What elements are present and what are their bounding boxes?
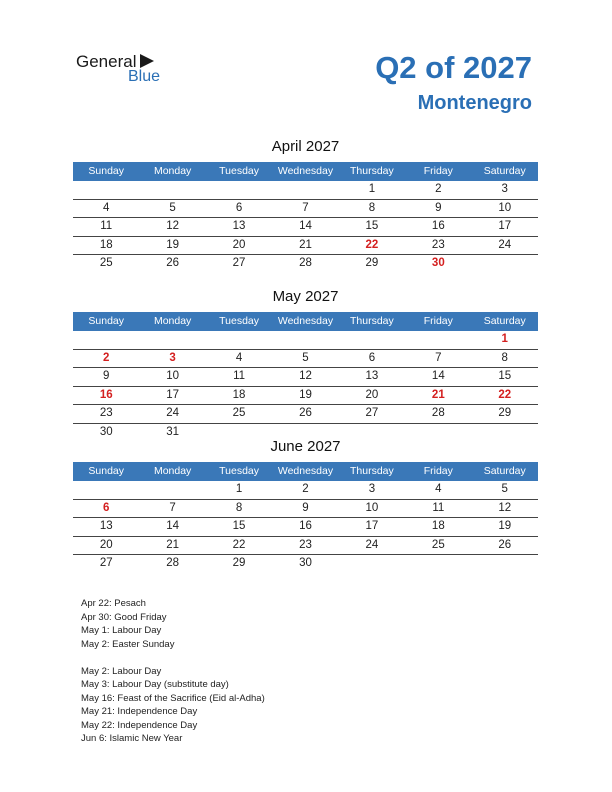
day-cell: 26	[498, 538, 512, 551]
weekday-label: Saturday	[483, 465, 526, 477]
day-cell: 26	[166, 257, 180, 269]
week-row	[73, 331, 538, 350]
day-cell: 4	[103, 201, 110, 214]
weekday-header	[73, 162, 538, 181]
logo-text-blue: Blue	[128, 68, 161, 85]
day-cell: 15	[365, 220, 379, 232]
day-cell: 5	[169, 201, 176, 214]
day-cell: 14	[166, 520, 180, 532]
day-cell: 8	[501, 351, 508, 364]
day-cell: 6	[103, 501, 110, 514]
day-cell: 24	[365, 538, 379, 551]
day-cell: 17	[498, 220, 512, 232]
day-cell: 24	[498, 238, 512, 251]
week-row	[73, 200, 538, 219]
day-cell: 6	[235, 201, 243, 214]
weekday-label: Monday	[153, 315, 192, 327]
month-title: May 2027	[272, 288, 339, 305]
week-row	[73, 537, 538, 556]
day-cell: 23	[299, 538, 312, 551]
holiday-entry: May 1: Labour Day	[81, 625, 162, 636]
day-cell: 24	[166, 407, 180, 419]
day-cell: 30	[431, 257, 445, 269]
empty-day-cell	[272, 181, 338, 199]
day-cell: 13	[232, 220, 246, 232]
weekday-header	[73, 312, 538, 331]
day-cell: 9	[103, 370, 110, 382]
week-row	[73, 368, 538, 387]
month-calendar-june	[73, 438, 538, 573]
day-cell: 20	[232, 238, 246, 251]
weekday-label: Tuesday	[219, 315, 259, 327]
day-cell: 11	[100, 220, 113, 232]
week-row	[73, 518, 538, 537]
day-cell: 22	[365, 238, 379, 251]
weekday-label: Tuesday	[219, 465, 259, 477]
holiday-entry: May 16: Feast of the Sacrifice (Eid al-Adha)	[81, 692, 265, 704]
day-cell: 3	[169, 351, 176, 364]
day-cell: 20	[365, 388, 379, 401]
week-row	[73, 218, 538, 237]
day-cell: 22	[232, 538, 246, 551]
day-cell: 28	[431, 407, 445, 419]
day-cell: 18	[99, 238, 113, 251]
quarter-title: Q2 of 2027	[375, 50, 532, 85]
day-cell: 23	[99, 407, 113, 419]
holiday-entry: May 2: Easter Sunday	[81, 638, 175, 650]
day-cell: 8	[368, 201, 376, 214]
weekday-label: Monday	[153, 165, 192, 177]
holiday-entry: May 22: Independence Day	[81, 719, 198, 731]
day-cell: 21	[299, 238, 312, 251]
weekday-label: Tuesday	[219, 165, 259, 177]
day-cell: 29	[498, 407, 512, 419]
empty-day-cell	[472, 255, 538, 273]
day-cell: 26	[299, 407, 312, 419]
weekday-label: Thursday	[350, 315, 394, 327]
month-calendar-april	[73, 138, 538, 273]
day-cell: 5	[302, 351, 309, 364]
day-cell: 11	[233, 370, 246, 382]
weekday-label: Friday	[423, 315, 453, 327]
day-cell: 19	[498, 520, 512, 532]
day-cell: 4	[435, 483, 442, 495]
weekday-label: Wednesday	[277, 315, 334, 327]
day-cell: 25	[431, 538, 445, 551]
day-cell: 14	[431, 370, 445, 382]
day-cell: 30	[299, 557, 312, 569]
empty-day-cell	[405, 331, 471, 349]
day-cell: 20	[99, 538, 113, 551]
day-cell: 16	[431, 220, 445, 232]
day-cell: 19	[166, 238, 180, 251]
day-cell: 16	[99, 388, 113, 401]
weekday-label: Thursday	[350, 165, 394, 177]
day-cell: 16	[299, 520, 312, 532]
day-cell: 17	[166, 388, 180, 401]
day-cell: 23	[431, 238, 445, 251]
day-cell: 27	[232, 257, 246, 269]
day-cell: 27	[365, 407, 379, 419]
day-cell: 28	[299, 257, 312, 269]
day-cell: 7	[169, 501, 176, 514]
empty-day-cell	[472, 555, 538, 573]
week-row	[73, 387, 538, 406]
weekday-label: Thursday	[350, 465, 394, 477]
week-row	[73, 350, 538, 369]
day-cell: 11	[432, 501, 445, 514]
day-cell: 12	[299, 370, 312, 382]
day-cell: 29	[232, 557, 246, 569]
day-cell: 25	[232, 407, 246, 419]
empty-day-cell	[73, 181, 139, 199]
day-cell: 1	[501, 333, 508, 345]
day-cell: 27	[99, 557, 113, 569]
weekday-label: Sunday	[88, 165, 125, 177]
weekday-label: Friday	[423, 465, 453, 477]
week-row	[73, 181, 538, 200]
day-cell: 10	[166, 370, 180, 382]
day-cell: 18	[232, 388, 246, 401]
logo-triangle-icon	[140, 54, 154, 68]
empty-day-cell	[139, 331, 205, 349]
brand-logo	[76, 52, 186, 88]
day-cell: 22	[498, 388, 512, 401]
weekday-label: Sunday	[88, 315, 125, 327]
day-cell: 12	[498, 501, 512, 514]
empty-day-cell	[272, 331, 338, 349]
day-cell: 10	[498, 201, 512, 214]
weekday-label: Wednesday	[277, 165, 334, 177]
weekday-label: Saturday	[483, 165, 526, 177]
day-cell: 19	[299, 388, 312, 401]
day-cell: 17	[365, 520, 379, 532]
day-cell: 31	[166, 425, 180, 438]
country-name: Montenegro	[417, 92, 532, 114]
day-cell: 2	[302, 483, 309, 495]
day-cell: 21	[431, 388, 445, 401]
day-cell: 3	[368, 483, 376, 495]
day-cell: 28	[166, 557, 180, 569]
day-cell: 7	[435, 351, 442, 364]
day-cell: 15	[232, 520, 246, 532]
week-row	[73, 500, 538, 519]
day-cell: 6	[368, 351, 376, 364]
weekday-label: Wednesday	[277, 465, 334, 477]
day-cell: 2	[103, 351, 110, 364]
week-row	[73, 255, 538, 273]
day-cell: 3	[501, 183, 508, 195]
day-cell: 13	[99, 520, 113, 532]
empty-day-cell	[339, 331, 405, 349]
weekday-label: Friday	[423, 165, 453, 177]
week-row	[73, 555, 538, 573]
weekday-label: Saturday	[483, 315, 526, 327]
holiday-entry: Jun 6: Islamic New Year	[81, 733, 183, 744]
holiday-entry: May 3: Labour Day (substitute day)	[81, 679, 229, 690]
weekday-label: Sunday	[88, 465, 125, 477]
day-cell: 1	[235, 483, 243, 495]
day-cell: 12	[166, 220, 180, 232]
holiday-entry: May 21: Independence Day	[81, 706, 198, 717]
day-cell: 25	[99, 257, 113, 269]
day-cell: 8	[235, 501, 243, 514]
day-cell: 15	[498, 370, 512, 382]
day-cell: 7	[302, 201, 309, 214]
holiday-list-spacer	[81, 651, 265, 665]
empty-day-cell	[339, 555, 405, 573]
day-cell: 5	[501, 483, 508, 495]
holiday-entry: May 2: Labour Day	[81, 665, 162, 677]
holiday-entry: Apr 22: Pesach	[81, 598, 146, 609]
empty-day-cell	[73, 481, 139, 499]
month-title: June 2027	[270, 438, 341, 455]
day-cell: 10	[365, 501, 379, 514]
day-cell: 9	[302, 501, 309, 514]
day-cell: 2	[435, 183, 442, 195]
empty-day-cell	[139, 181, 205, 199]
week-row	[73, 237, 538, 256]
day-cell: 14	[299, 220, 312, 232]
weekday-header	[73, 462, 538, 481]
empty-day-cell	[206, 181, 272, 199]
day-cell: 29	[365, 257, 379, 269]
empty-day-cell	[206, 331, 272, 349]
day-cell: 4	[235, 351, 243, 364]
empty-day-cell	[405, 555, 471, 573]
empty-day-cell	[73, 331, 139, 349]
holiday-entry: Apr 30: Good Friday	[81, 611, 167, 623]
logo-text-general: General	[76, 52, 137, 71]
empty-day-cell	[139, 481, 205, 499]
month-title: April 2027	[271, 138, 340, 155]
day-cell: 18	[431, 520, 445, 532]
holiday-list	[81, 597, 265, 746]
day-cell: 1	[368, 183, 376, 195]
week-row	[73, 481, 538, 500]
day-cell: 30	[99, 425, 113, 438]
day-cell: 21	[166, 538, 180, 551]
day-cell: 9	[435, 201, 442, 214]
week-row	[73, 405, 538, 424]
day-cell: 13	[365, 370, 379, 382]
month-calendar-may	[73, 288, 538, 441]
weekday-label: Monday	[153, 465, 192, 477]
